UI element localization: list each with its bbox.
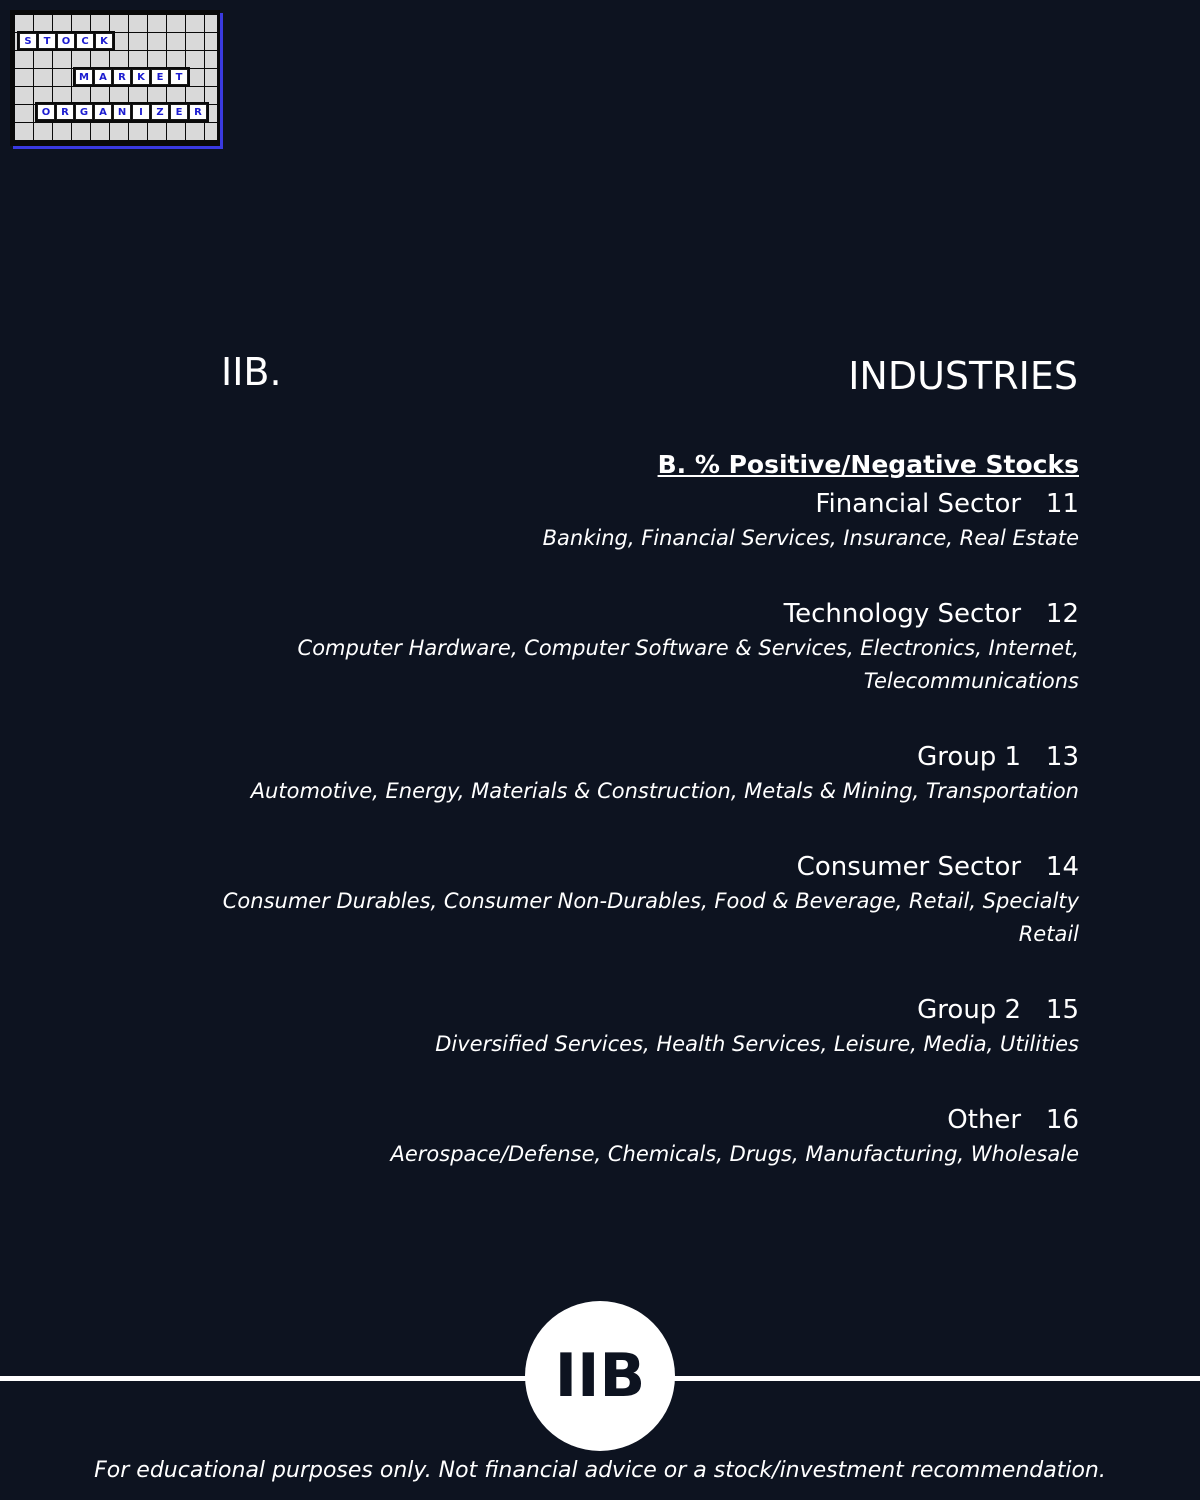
logo-grid-cell <box>205 123 220 140</box>
logo-grid-cell <box>205 33 220 50</box>
group-name: Financial Sector <box>815 489 1022 519</box>
logo-grid-cell <box>186 51 204 68</box>
group-heading[interactable] <box>99 1102 1079 1138</box>
logo-grid-cell <box>72 15 90 32</box>
group-description: Diversified Services, Health Services, Leisure, Media, Utilities <box>435 1032 1079 1056</box>
logo-grid-cell <box>186 33 204 50</box>
group-heading[interactable] <box>99 849 1079 885</box>
logo-letter: G <box>75 104 93 120</box>
logo-grid-cell <box>129 33 147 50</box>
group-item <box>99 739 1079 808</box>
logo-letter: Z <box>151 104 169 120</box>
logo-grid-cell <box>91 123 109 140</box>
logo-grid-cell <box>167 123 185 140</box>
group-description: Banking, Financial Services, Insurance, Real Estate <box>542 526 1079 550</box>
group-heading[interactable] <box>99 486 1079 522</box>
group-item <box>99 849 1079 951</box>
logo-grid-cell <box>53 15 71 32</box>
subheading: B. % Positive/Negative Stocks <box>657 450 1079 479</box>
logo-grid-cell <box>148 15 166 32</box>
logo-letter: K <box>95 33 113 49</box>
logo-grid-cell <box>167 33 185 50</box>
logo-letter: O <box>37 104 55 120</box>
logo-grid-cell <box>34 123 52 140</box>
logo-grid-cell <box>72 123 90 140</box>
group-item <box>99 596 1079 698</box>
group-name: Technology Sector <box>783 599 1022 629</box>
logo-grid-cell <box>15 15 33 32</box>
group-item <box>99 486 1079 555</box>
group-page-number: 12 <box>1045 599 1079 629</box>
logo-letter: T <box>38 33 56 49</box>
logo-word-organizer <box>35 102 209 122</box>
group-description: Aerospace/Defense, Chemicals, Drugs, Manufacturing, Wholesale <box>390 1142 1079 1166</box>
logo-letter: I <box>132 104 150 120</box>
logo-grid-cell <box>15 69 33 86</box>
logo-grid-cell <box>15 51 33 68</box>
logo-letter: E <box>151 69 169 85</box>
logo-grid-cell <box>110 51 128 68</box>
logo-grid-cell <box>15 87 33 104</box>
group-item <box>99 992 1079 1061</box>
group-description: Computer Hardware, Computer Software & Services, Electronics, Internet, Telecommunications <box>297 636 1079 693</box>
logo-letter: A <box>94 104 112 120</box>
logo-letter: A <box>94 69 112 85</box>
group-name: Group 2 <box>917 995 1022 1025</box>
section-code: IIB. <box>221 350 282 394</box>
logo-grid-cell <box>34 69 52 86</box>
logo-grid-cell <box>15 105 33 122</box>
logo-word-market <box>73 67 190 87</box>
logo-grid-cell <box>53 69 71 86</box>
group-page-number: 15 <box>1045 995 1079 1025</box>
logo-letter: S <box>19 33 37 49</box>
group-page-number: 14 <box>1045 852 1079 882</box>
logo-grid-cell <box>129 51 147 68</box>
logo-letter: M <box>75 69 93 85</box>
group-heading[interactable] <box>99 739 1079 775</box>
group-heading[interactable] <box>99 992 1079 1028</box>
logo-letter: K <box>132 69 150 85</box>
group-description: Consumer Durables, Consumer Non-Durables, Food & Beverage, Retail, Specialty Retail <box>222 889 1079 946</box>
logo-grid-cell <box>72 51 90 68</box>
logo-grid-cell <box>186 123 204 140</box>
logo-grid-cell <box>34 51 52 68</box>
group-page-number: 16 <box>1045 1105 1079 1135</box>
logo-letter: O <box>57 33 75 49</box>
logo-grid-cell <box>91 51 109 68</box>
logo-grid-cell <box>110 123 128 140</box>
disclaimer: For educational purposes only. Not financial advice or a stock/investment recommendation. <box>94 1458 1106 1483</box>
logo-letter: T <box>170 69 188 85</box>
logo-grid-cell <box>53 123 71 140</box>
logo-grid-cell <box>205 51 220 68</box>
logo-grid-cell <box>91 15 109 32</box>
logo-letter: N <box>113 104 131 120</box>
logo-letter: R <box>189 104 207 120</box>
group-heading[interactable] <box>99 596 1079 632</box>
logo-grid-cell <box>148 33 166 50</box>
logo-grid-cell <box>110 15 128 32</box>
logo-grid-cell <box>53 51 71 68</box>
logo-grid-cell <box>34 15 52 32</box>
group-name: Other <box>947 1105 1022 1135</box>
logo-grid-cell <box>186 15 204 32</box>
group-item <box>99 1102 1079 1171</box>
logo-grid-cell <box>148 123 166 140</box>
logo-grid-cell <box>167 15 185 32</box>
industry-list <box>99 448 1079 1212</box>
logo-letter: C <box>76 33 94 49</box>
logo <box>10 10 220 146</box>
logo-grid-cell <box>129 123 147 140</box>
logo-letter: R <box>56 104 74 120</box>
group-page-number: 11 <box>1045 489 1079 519</box>
logo-word-stock <box>17 31 115 51</box>
logo-grid-cell <box>167 51 185 68</box>
section-badge: IIB <box>525 1301 675 1451</box>
logo-grid-cell <box>205 15 220 32</box>
group-page-number: 13 <box>1045 742 1079 772</box>
logo-grid-cell <box>129 15 147 32</box>
logo-grid-cell <box>15 123 33 140</box>
group-description: Automotive, Energy, Materials & Construction, Metals & Mining, Transportation <box>250 779 1079 803</box>
logo-letter: E <box>170 104 188 120</box>
logo-letter: R <box>113 69 131 85</box>
logo-grid-cell <box>148 51 166 68</box>
logo-grid-cell <box>205 69 220 86</box>
group-name: Group 1 <box>917 742 1022 772</box>
section-title: INDUSTRIES <box>848 354 1078 398</box>
group-name: Consumer Sector <box>796 852 1022 882</box>
